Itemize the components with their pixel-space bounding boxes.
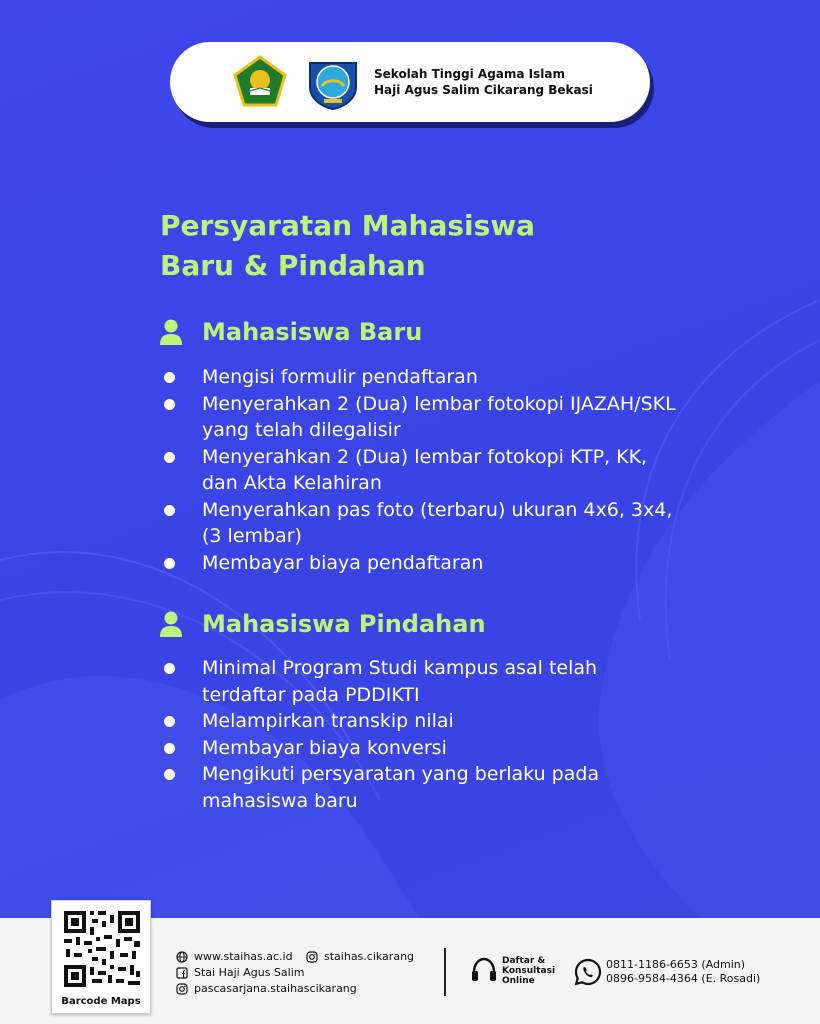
instagram-main-link[interactable] (306, 950, 414, 963)
page-title-line1: Persyaratan Mahasiswa (160, 209, 536, 242)
phone-rosadi[interactable]: 0896-9584-4364 (E. Rosadi) (606, 972, 761, 985)
list-item-text: Membayar biaya konversi (202, 736, 447, 759)
institution-name-line2: Haji Agus Salim Cikarang Bekasi (374, 83, 593, 97)
person-icon (160, 319, 182, 345)
instagram-main-text: staihas.cikarang (324, 950, 415, 963)
list-item (160, 391, 680, 444)
phone-numbers (606, 958, 760, 986)
list-item (160, 364, 680, 391)
bullet-icon (164, 558, 175, 569)
list-item (160, 655, 680, 708)
section-title: Mahasiswa Baru (202, 318, 423, 346)
page-title (160, 206, 660, 286)
bullet-icon (164, 716, 175, 727)
website-text: www.staihas.ac.id (194, 950, 293, 963)
staihas-logo-icon (304, 53, 362, 111)
list-item-text: Mengikuti persyaratan yang berlaku pada mahasiswa baru (202, 763, 600, 812)
list-item (160, 761, 680, 814)
instagram-icon (306, 951, 318, 963)
kemenag-logo-icon (232, 54, 288, 110)
globe-icon (176, 951, 188, 963)
website-link[interactable] (176, 950, 293, 963)
list-item (160, 444, 680, 497)
list-item-text: Melampirkan transkip nilai (202, 710, 454, 732)
bullet-icon (164, 769, 175, 780)
qr-code-label: Barcode Maps (61, 996, 141, 1007)
page-title-line2: Baru & Pindahan (160, 249, 426, 282)
qr-code-icon (62, 909, 142, 989)
list-item-text: Menyerahkan 2 (Dua) lembar fotokopi KTP, KK, dan Akta Kelahiran (202, 445, 648, 494)
bullet-icon (164, 663, 175, 674)
section-header-mahasiswa-pindahan (160, 610, 486, 638)
institution-name-line1: Sekolah Tinggi Agama Islam (374, 67, 566, 81)
section-title: Mahasiswa Pindahan (202, 610, 486, 638)
instagram-icon (176, 983, 188, 995)
list-item-text: Mengisi formulir pendaftaran (202, 366, 478, 388)
bullet-icon (164, 743, 175, 754)
requirements-list-pindahan (160, 655, 680, 814)
list-item (160, 550, 680, 577)
bullet-icon (164, 452, 175, 463)
bullet-icon (164, 399, 175, 410)
bullet-icon (164, 372, 175, 383)
instagram-pasca-text: pascasarjana.staihascikarang (194, 982, 357, 995)
requirements-list-baru (160, 364, 680, 576)
list-item-text: Membayar biaya pendaftaran (202, 551, 484, 574)
list-item (160, 497, 680, 550)
consultation-label: Daftar & Konsultasi Online (502, 956, 556, 986)
facebook-link[interactable] (176, 966, 304, 979)
phone-admin[interactable]: 0811-1186-6653 (Admin) (606, 958, 746, 971)
section-header-mahasiswa-baru (160, 318, 422, 346)
list-item-text: Menyerahkan 2 (Dua) lembar fotokopi IJAZAH/SKL yang telah dilegalisir (202, 392, 676, 441)
whatsapp-icon (574, 958, 602, 986)
header-banner (170, 42, 650, 122)
list-item (160, 708, 680, 735)
bullet-icon (164, 505, 175, 516)
list-item (160, 735, 680, 762)
list-item-text: Minimal Program Studi kampus asal telah terdaftar pada PDDIKTI (202, 657, 598, 706)
facebook-text: Stai Haji Agus Salim (194, 966, 305, 979)
footer-divider (444, 948, 446, 996)
qr-code-card[interactable] (51, 900, 151, 1014)
facebook-icon (176, 967, 188, 979)
footer (0, 918, 820, 1024)
institution-name (374, 66, 644, 98)
headset-icon (470, 956, 498, 984)
list-item-text: Menyerahkan pas foto (terbaru) ukuran 4x6, 3x4, (3 lembar) (202, 498, 673, 547)
instagram-pasca-link[interactable] (176, 982, 357, 995)
person-icon (160, 611, 182, 637)
